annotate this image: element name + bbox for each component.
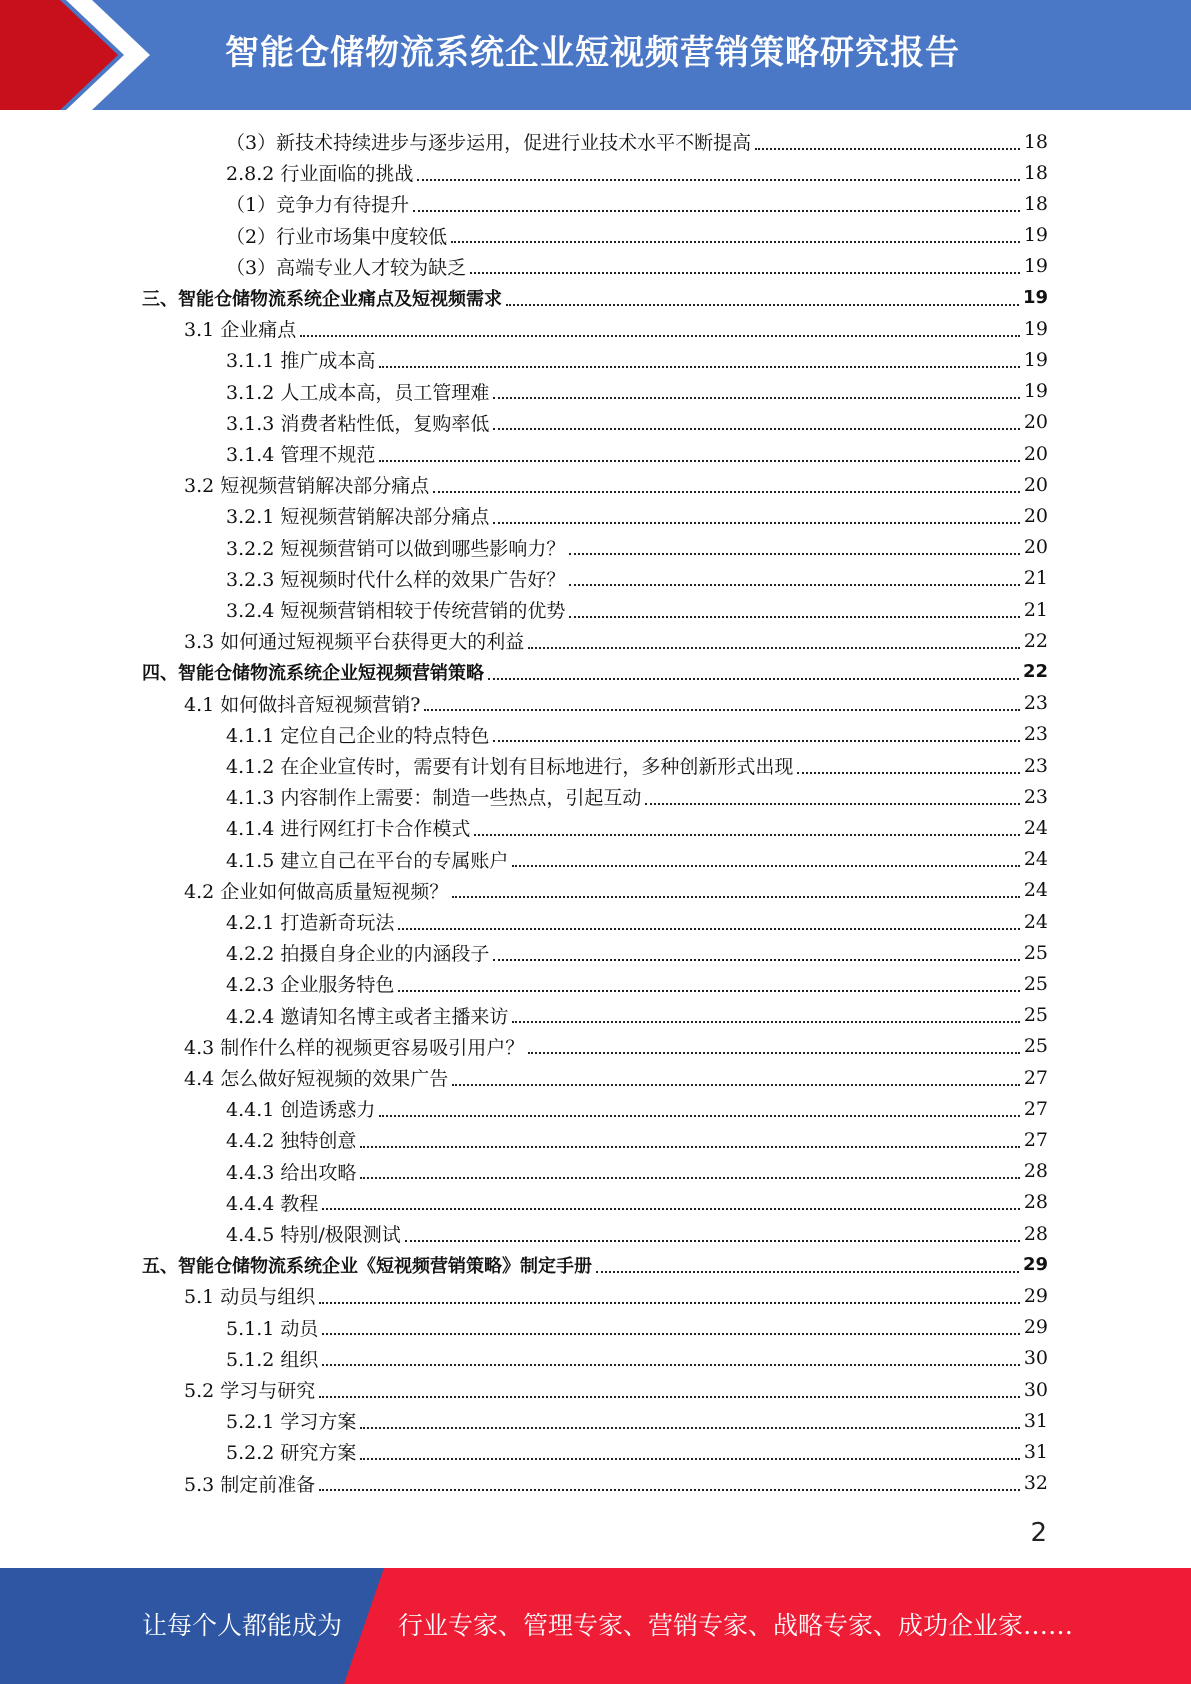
- toc-entry-page: 24: [1023, 879, 1048, 902]
- toc-dot-leader: [379, 1115, 1019, 1117]
- toc-entry-label: 4.1.3 内容制作上需要：制造一些热点，引起互动: [226, 787, 642, 810]
- toc-dot-leader: [528, 647, 1020, 649]
- footer-slogan-left: 让每个人都能成为: [142, 1611, 343, 1640]
- toc-entry-page: 19: [1022, 287, 1048, 308]
- toc-dot-leader: [569, 553, 1019, 555]
- toc-entry[interactable]: [226, 812, 1048, 843]
- toc-entry-page: 23: [1023, 785, 1048, 808]
- toc-entry-page: 20: [1023, 536, 1048, 559]
- toc-entry[interactable]: [226, 781, 1048, 812]
- toc-dot-leader: [493, 428, 1019, 430]
- toc-entry-label: （3）新技术持续进步与逐步运用，促进行业技术水平不断提高: [226, 132, 752, 154]
- toc-entry-page: 31: [1023, 1409, 1048, 1432]
- toc-entry[interactable]: [226, 188, 1048, 219]
- toc-entry-page: 25: [1023, 941, 1048, 964]
- toc-entry-label: 4.2.2 拍摄自身企业的内涵段子: [226, 943, 490, 966]
- toc-dot-leader: [452, 1084, 1020, 1086]
- toc-entry[interactable]: [226, 1093, 1048, 1124]
- toc-entry[interactable]: [184, 1468, 1048, 1499]
- toc-entry-page: 27: [1023, 1128, 1048, 1151]
- toc-entry-label: 3.3 如何通过短视频平台获得更大的利益: [184, 631, 525, 654]
- toc-dot-leader: [755, 148, 1020, 150]
- toc-entry-page: 24: [1023, 910, 1048, 933]
- toc-entry-label: 4.4.3 给出攻略: [226, 1161, 357, 1184]
- toc-entry[interactable]: [226, 1124, 1048, 1155]
- toc-dot-leader: [398, 928, 1019, 930]
- toc-entry[interactable]: [184, 1280, 1048, 1311]
- toc-dot-leader: [405, 1240, 1020, 1242]
- toc-dot-leader: [528, 1052, 1020, 1054]
- toc-entry-page: 24: [1023, 848, 1048, 871]
- toc-entry-page: 20: [1023, 411, 1048, 434]
- toc-entry-page: 23: [1023, 754, 1048, 777]
- toc-dot-leader: [645, 803, 1019, 805]
- toc-entry-page: 25: [1023, 1035, 1048, 1058]
- toc-entry-page: 19: [1023, 224, 1048, 247]
- toc-entry-page: 28: [1023, 1160, 1048, 1183]
- toc-entry-label: 五、智能仓储物流系统企业《短视频营销策略》制定手册: [142, 1255, 592, 1277]
- toc-dot-leader: [379, 460, 1019, 462]
- toc-dot-leader: [474, 834, 1019, 836]
- toc-dot-leader: [319, 1396, 1020, 1398]
- toc-entry[interactable]: [226, 1156, 1048, 1187]
- toc-dot-leader: [379, 366, 1019, 368]
- toc-entry-page: 28: [1023, 1191, 1048, 1214]
- toc-entry[interactable]: [226, 1000, 1048, 1031]
- toc-entry[interactable]: [226, 906, 1048, 937]
- toc-dot-leader: [493, 522, 1019, 524]
- toc-dot-leader: [360, 1177, 1019, 1179]
- page-number: 2: [1030, 1518, 1047, 1548]
- toc-entry[interactable]: [142, 656, 1048, 687]
- toc-entry-label: 4.1.5 建立自己在平台的专属账户: [226, 849, 509, 872]
- toc-dot-leader: [360, 1458, 1019, 1460]
- toc-entry[interactable]: [142, 282, 1048, 313]
- toc-entry-label: 4.1.4 进行网红打卡合作模式: [226, 818, 471, 841]
- toc-entry[interactable]: [226, 1343, 1048, 1374]
- toc-entry-label: 4.2.1 打造新奇玩法: [226, 912, 395, 934]
- toc-entry-label: 5.3 制定前准备: [184, 1473, 316, 1496]
- toc-entry-label: 5.1 动员与组织: [184, 1286, 316, 1309]
- toc-entry[interactable]: [226, 750, 1048, 781]
- toc-entry-label: 4.4.4 教程: [226, 1192, 319, 1215]
- toc-entry-label: 4.4.5 特别/极限测试: [226, 1224, 401, 1246]
- toc-entry[interactable]: [226, 968, 1048, 999]
- toc-entry[interactable]: [226, 563, 1048, 594]
- toc-dot-leader: [322, 1364, 1019, 1366]
- toc-entry[interactable]: [226, 719, 1048, 750]
- toc-entry[interactable]: [226, 1187, 1048, 1218]
- toc-dot-leader: [433, 491, 1020, 493]
- toc-entry-page: 19: [1023, 380, 1048, 403]
- toc-entry-page: 29: [1023, 1284, 1048, 1307]
- toc-entry-label: 3.2.2 短视频营销可以做到哪些影响力？: [226, 537, 566, 560]
- toc-entry[interactable]: [184, 1062, 1048, 1093]
- toc-entry-label: 3.2 短视频营销解决部分痛点: [184, 475, 430, 498]
- toc-entry-page: 18: [1023, 192, 1048, 215]
- toc-entry[interactable]: [184, 1374, 1048, 1405]
- toc-entry-page: 31: [1023, 1440, 1048, 1463]
- toc-dot-leader: [569, 584, 1019, 586]
- toc-dot-leader: [417, 179, 1019, 181]
- toc-entry[interactable]: [226, 500, 1048, 531]
- toc-entry[interactable]: [226, 251, 1048, 282]
- toc-entry[interactable]: [226, 220, 1048, 251]
- toc-entry-label: 4.2 企业如何做高质量短视频？: [184, 880, 449, 903]
- toc-entry-label: 3.1.3 消费者粘性低，复购率低: [226, 412, 490, 435]
- toc-entry[interactable]: [184, 1031, 1048, 1062]
- toc-dot-leader: [797, 772, 1019, 774]
- toc-entry-label: 3.1.1 推广成本高: [226, 350, 376, 373]
- toc-entry-label: 4.1.2 在企业宣传时，需要有计划有目标地进行，多种创新形式出现: [226, 756, 794, 778]
- toc-dot-leader: [470, 272, 1020, 274]
- toc-entry-page: 27: [1023, 1066, 1048, 1089]
- toc-entry-page: 28: [1023, 1222, 1048, 1245]
- toc-entry[interactable]: [226, 937, 1048, 968]
- toc-dot-leader: [569, 616, 1019, 618]
- toc-entry-page: 25: [1023, 1004, 1048, 1027]
- toc-entry[interactable]: [184, 688, 1048, 719]
- toc-entry-label: 3.1.2 人工成本高，员工管理难: [226, 381, 490, 404]
- page-header: [0, 0, 1191, 110]
- toc-entry-label: （2）行业市场集中度较低: [226, 225, 448, 248]
- toc-entry-page: 20: [1023, 442, 1048, 465]
- toc-entry-label: 3.1 企业痛点: [184, 319, 297, 342]
- toc-dot-leader: [452, 896, 1020, 898]
- toc-dot-leader: [493, 397, 1019, 399]
- toc-entry-label: （3）高端专业人才较为缺乏: [226, 256, 467, 279]
- toc-entry-page: 29: [1022, 1254, 1048, 1276]
- toc-dot-leader: [300, 335, 1020, 337]
- toc-entry-page: 19: [1023, 255, 1048, 278]
- toc-dot-leader: [512, 865, 1019, 867]
- toc-entry-page: 29: [1023, 1316, 1048, 1339]
- toc-entry-page: 25: [1023, 972, 1048, 995]
- toc-entry-page: 30: [1023, 1378, 1048, 1401]
- toc-dot-leader: [322, 1208, 1019, 1210]
- report-title: 智能仓储物流系统企业短视频营销策略研究报告: [225, 33, 960, 73]
- toc-entry[interactable]: [226, 844, 1048, 875]
- toc-dot-leader: [424, 709, 1019, 711]
- toc-entry-page: 20: [1023, 504, 1048, 527]
- toc-entry-label: 4.2.4 邀请知名博主或者主播来访: [226, 1005, 509, 1028]
- toc-dot-leader: [319, 1302, 1020, 1304]
- toc-entry[interactable]: [184, 469, 1048, 500]
- toc-entry[interactable]: [184, 625, 1048, 656]
- toc-entry-label: 4.4.2 独特创意: [226, 1130, 357, 1153]
- toc-entry-page: 23: [1023, 692, 1048, 715]
- toc-entry-label: 3.2.4 短视频营销相较于传统营销的优势: [226, 600, 566, 622]
- toc-entry-page: 32: [1023, 1472, 1048, 1495]
- toc-dot-leader: [506, 304, 1019, 306]
- toc-entry-label: 5.1.2 组织: [226, 1348, 319, 1371]
- toc-entry[interactable]: [226, 1436, 1048, 1467]
- toc-dot-leader: [451, 241, 1020, 243]
- toc-entry-label: 4.1 如何做抖音短视频营销?: [184, 693, 421, 716]
- toc-entry-label: 5.2.1 学习方案: [226, 1411, 357, 1434]
- toc-entry-page: 24: [1023, 816, 1048, 839]
- toc-entry-label: 4.2.3 企业服务特色: [226, 974, 395, 997]
- toc-dot-leader: [493, 959, 1019, 961]
- toc-dot-leader: [360, 1427, 1019, 1429]
- toc-entry-label: 2.8.2 行业面临的挑战: [226, 163, 414, 186]
- toc-entry-page: 19: [1023, 348, 1048, 371]
- toc-entry-label: 4.4.1 创造诱惑力: [226, 1099, 376, 1122]
- toc-entry-page: 27: [1023, 1097, 1048, 1120]
- toc-entry[interactable]: [226, 1312, 1048, 1343]
- toc-entry[interactable]: [226, 438, 1048, 469]
- toc-entry-page: 22: [1022, 661, 1048, 683]
- toc-entry[interactable]: [184, 313, 1048, 344]
- toc-entry-label: 4.3 制作什么样的视频更容易吸引用户？: [184, 1036, 525, 1059]
- toc-entry[interactable]: [226, 376, 1048, 407]
- toc-entry[interactable]: [226, 157, 1048, 188]
- toc-entry[interactable]: [226, 126, 1048, 157]
- toc-entry-label: 3.2.1 短视频营销解决部分痛点: [226, 506, 490, 529]
- toc-dot-leader: [319, 1489, 1020, 1491]
- toc-entry-page: 22: [1023, 629, 1048, 652]
- toc-entry[interactable]: [226, 594, 1048, 625]
- footer-slogan-right: 行业专家、管理专家、营销专家、战略专家、成功企业家……: [398, 1611, 1074, 1640]
- toc-dot-leader: [512, 1021, 1019, 1023]
- toc-entry-label: 3.2.3 短视频时代什么样的效果广告好？: [226, 568, 566, 591]
- toc-entry[interactable]: [226, 407, 1048, 438]
- toc-entry-page: 30: [1023, 1347, 1048, 1370]
- page-footer: [0, 1568, 1191, 1684]
- toc-entry[interactable]: [226, 344, 1048, 375]
- toc-entry[interactable]: [226, 1218, 1048, 1249]
- toc-entry-label: 5.2.2 研究方案: [226, 1442, 357, 1465]
- toc-entry-label: 4.1.1 定位自己企业的特点特色: [226, 724, 490, 747]
- toc-entry-label: 5.1.1 动员: [226, 1317, 319, 1340]
- toc-entry-label: 3.1.4 管理不规范: [226, 444, 376, 466]
- toc-entry-page: 20: [1023, 473, 1048, 496]
- toc-entry[interactable]: [142, 1249, 1048, 1280]
- toc-dot-leader: [493, 740, 1019, 742]
- toc-entry-page: 18: [1023, 161, 1048, 184]
- toc-entry[interactable]: [184, 875, 1048, 906]
- toc-dot-leader: [488, 678, 1019, 680]
- toc-entry-label: 4.4 怎么做好短视频的效果广告: [184, 1068, 449, 1090]
- toc-dot-leader: [360, 1146, 1019, 1148]
- toc-entry-page: 23: [1023, 723, 1048, 746]
- toc-entry-label: 5.2 学习与研究: [184, 1380, 316, 1402]
- toc-dot-leader: [413, 210, 1020, 212]
- toc-entry-page: 21: [1023, 567, 1048, 590]
- toc-entry-label: （1）竞争力有待提升: [226, 194, 410, 217]
- toc-entry-label: 四、智能仓储物流系统企业短视频营销策略: [142, 662, 484, 684]
- toc-dot-leader: [398, 990, 1019, 992]
- toc-entry-page: 21: [1023, 598, 1048, 621]
- toc-entry-page: 18: [1023, 130, 1048, 153]
- toc-dot-leader: [596, 1271, 1019, 1273]
- toc-dot-leader: [322, 1333, 1019, 1335]
- toc-entry-label: 三、智能仓储物流系统企业痛点及短视频需求: [142, 288, 502, 310]
- toc-entry[interactable]: [226, 1405, 1048, 1436]
- toc-entry-page: 19: [1023, 317, 1048, 340]
- toc-entry[interactable]: [226, 532, 1048, 563]
